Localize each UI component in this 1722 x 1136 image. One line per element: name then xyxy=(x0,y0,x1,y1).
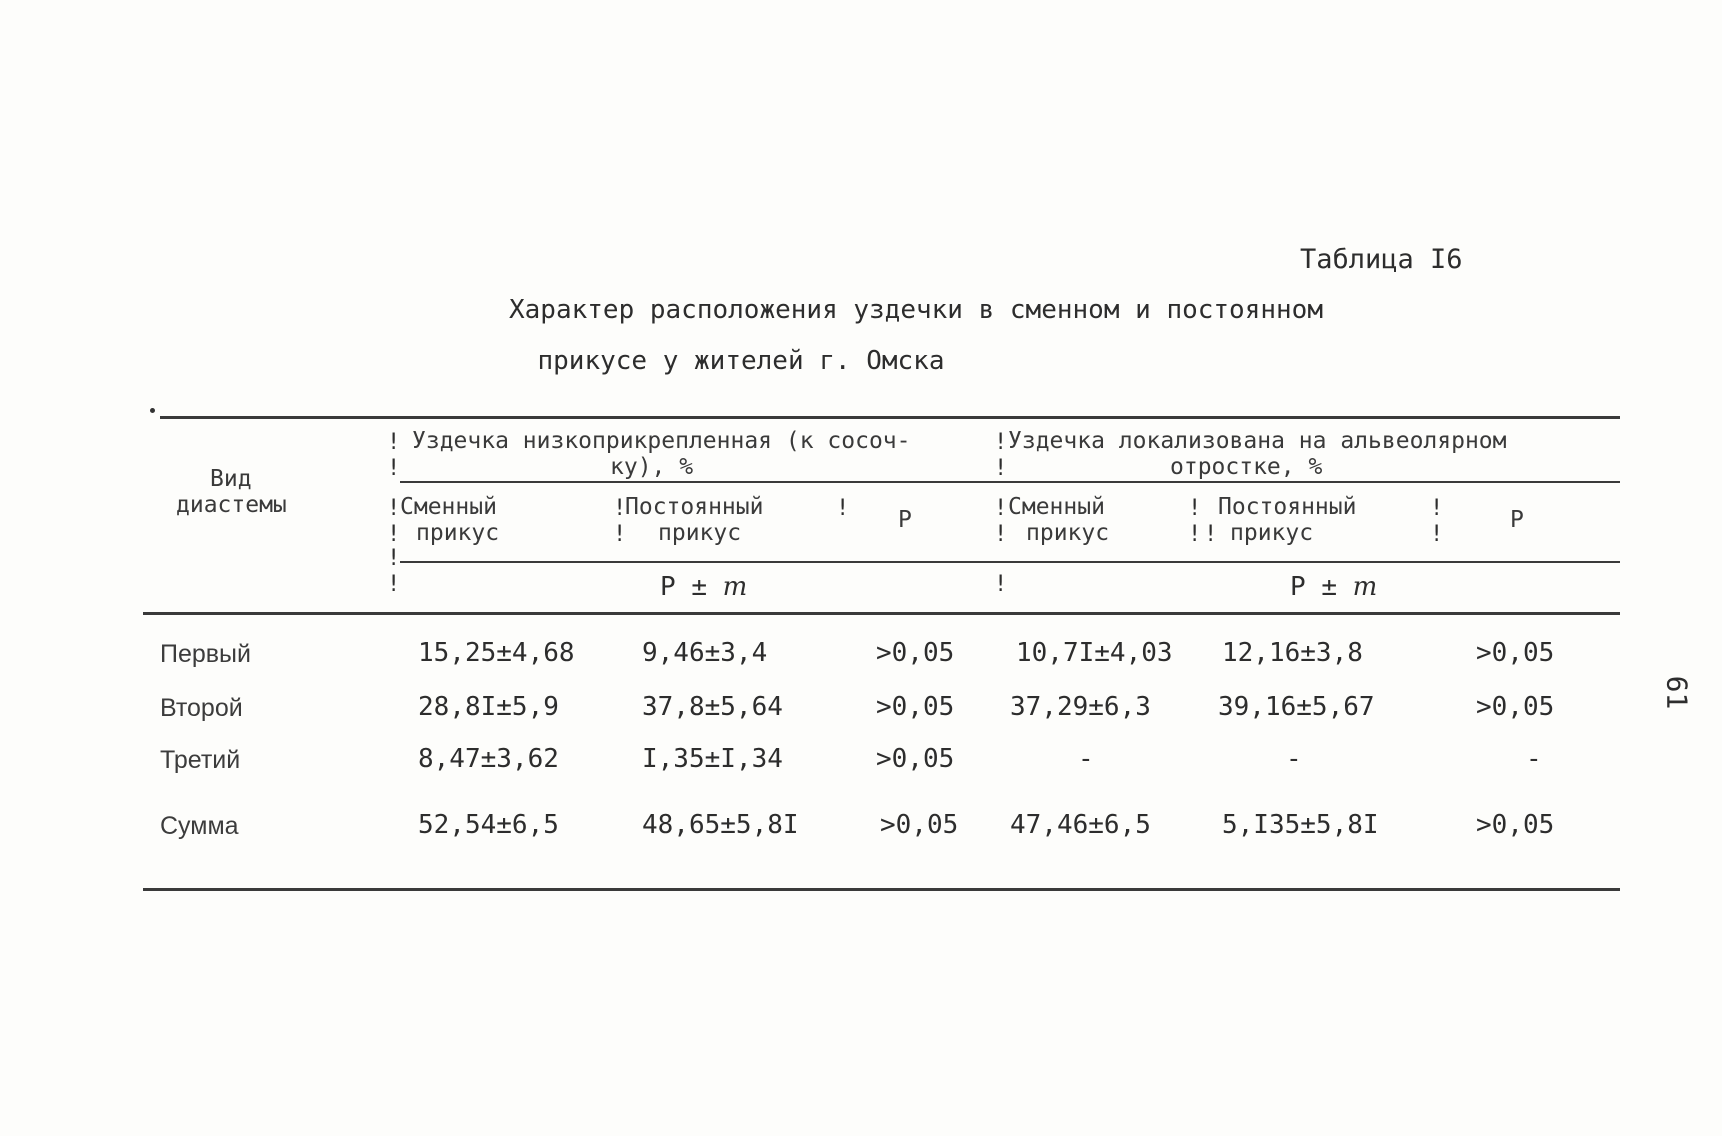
table-cell: 37,8±5,64 xyxy=(642,692,783,722)
table-top-rule xyxy=(160,416,1620,419)
table-cell: 52,54±6,5 xyxy=(418,810,559,840)
g1-col1-header-line-1: Сменный xyxy=(400,494,497,520)
row-header-line-2: диастемы xyxy=(176,492,287,518)
separator-mark: ! xyxy=(994,496,1008,521)
g1-col1-header-line-2: прикус xyxy=(416,520,500,546)
table-cell: 10,7I±4,03 xyxy=(1016,638,1173,668)
table-cell: - xyxy=(1286,744,1302,774)
group2-header-line-2: отростке, % xyxy=(1170,454,1323,480)
separator-mark: ! xyxy=(1430,496,1444,521)
g1-pm-label xyxy=(660,572,747,602)
caption-line-2: прикусе у жителей г. Омска xyxy=(537,346,945,376)
row-label: Первый xyxy=(160,640,251,668)
pm-sign: ± xyxy=(691,572,707,602)
table-cell: 28,8I±5,9 xyxy=(418,692,559,722)
g2-col2-header-line-2: прикус xyxy=(1230,520,1314,546)
separator-mark: ! xyxy=(836,496,850,521)
table-cell: >0,05 xyxy=(876,744,955,774)
pm-p: Р xyxy=(1290,572,1306,602)
separator-mark: ! xyxy=(387,546,401,571)
separator-mark: ! xyxy=(387,496,401,521)
table-cell: >0,05 xyxy=(1476,810,1555,840)
table-cell: - xyxy=(1526,744,1542,774)
page-number: 61 xyxy=(1660,675,1694,710)
g2-col1-header-line-2: прикус xyxy=(1026,520,1110,546)
g1-col3-header: Р xyxy=(898,507,912,533)
table-cell: >0,05 xyxy=(1476,692,1555,722)
pm-m: m xyxy=(1352,572,1378,602)
separator-mark: ! xyxy=(1430,522,1444,547)
group-header-rule xyxy=(400,481,1620,483)
caption-line-1: Характер расположения уздечки в сменном и постоянном xyxy=(509,295,1323,325)
table-label: Таблица I6 xyxy=(1300,244,1463,275)
table-cell: 37,29±6,3 xyxy=(1010,692,1151,722)
table-cell: 15,25±4,68 xyxy=(418,638,575,668)
table-cell: 48,65±5,8I xyxy=(642,810,799,840)
row-label: Сумма xyxy=(160,812,239,840)
table-cell: >0,05 xyxy=(876,692,955,722)
group1-header-line-2: ку), % xyxy=(610,454,694,480)
g2-col2-header-line-1: Постоянный xyxy=(1218,494,1357,520)
separator-mark: ! xyxy=(994,572,1008,597)
table-cell: 9,46±3,4 xyxy=(642,638,768,668)
separator-mark: ! xyxy=(994,430,1008,455)
g2-col3-header: Р xyxy=(1510,507,1524,533)
separator-mark: ! xyxy=(613,496,627,521)
separator-mark: ! xyxy=(613,522,627,547)
row-label: Третий xyxy=(160,746,241,774)
pm-p: Р xyxy=(660,572,676,602)
separator-mark: ! xyxy=(387,522,401,547)
table-cell: >0,05 xyxy=(876,638,955,668)
g1-col2-header-line-1: Постоянный xyxy=(625,494,764,520)
separator-mark: ! xyxy=(994,522,1008,547)
table-cell: I,35±I,34 xyxy=(642,744,783,774)
table-cell: 12,16±3,8 xyxy=(1222,638,1363,668)
pm-m: m xyxy=(722,572,748,602)
separator-mark: ! xyxy=(1188,496,1202,521)
subheader-rule xyxy=(400,561,1620,563)
stray-dot xyxy=(150,408,155,413)
group1-header-line-1: Уздечка низкоприкрепленная (к сосоч- xyxy=(412,428,911,454)
row-header-line-1: Вид xyxy=(210,466,252,492)
separator-mark: ! xyxy=(387,430,401,455)
separator-mark: ! xyxy=(994,456,1008,481)
pm-sign: ± xyxy=(1321,572,1337,602)
g1-col2-header-line-2: прикус xyxy=(658,520,742,546)
g2-col1-header-line-1: Сменный xyxy=(1008,494,1105,520)
group2-header-line-1: Уздечка локализована на альвеолярном xyxy=(1008,428,1507,454)
separator-mark: ! xyxy=(1188,522,1202,547)
table-cell: 8,47±3,62 xyxy=(418,744,559,774)
table-cell: - xyxy=(1078,744,1094,774)
table-bottom-rule xyxy=(143,888,1620,891)
g2-pm-label xyxy=(1290,572,1377,602)
row-label: Второй xyxy=(160,694,243,722)
header-bottom-rule xyxy=(143,612,1620,615)
table-cell: 47,46±6,5 xyxy=(1010,810,1151,840)
table-cell: >0,05 xyxy=(880,810,959,840)
separator-mark: ! xyxy=(1204,522,1218,547)
table-cell: 39,16±5,67 xyxy=(1218,692,1375,722)
table-cell: >0,05 xyxy=(1476,638,1555,668)
table-cell: 5,I35±5,8I xyxy=(1222,810,1379,840)
separator-mark: ! xyxy=(387,572,401,597)
separator-mark: ! xyxy=(387,456,401,481)
